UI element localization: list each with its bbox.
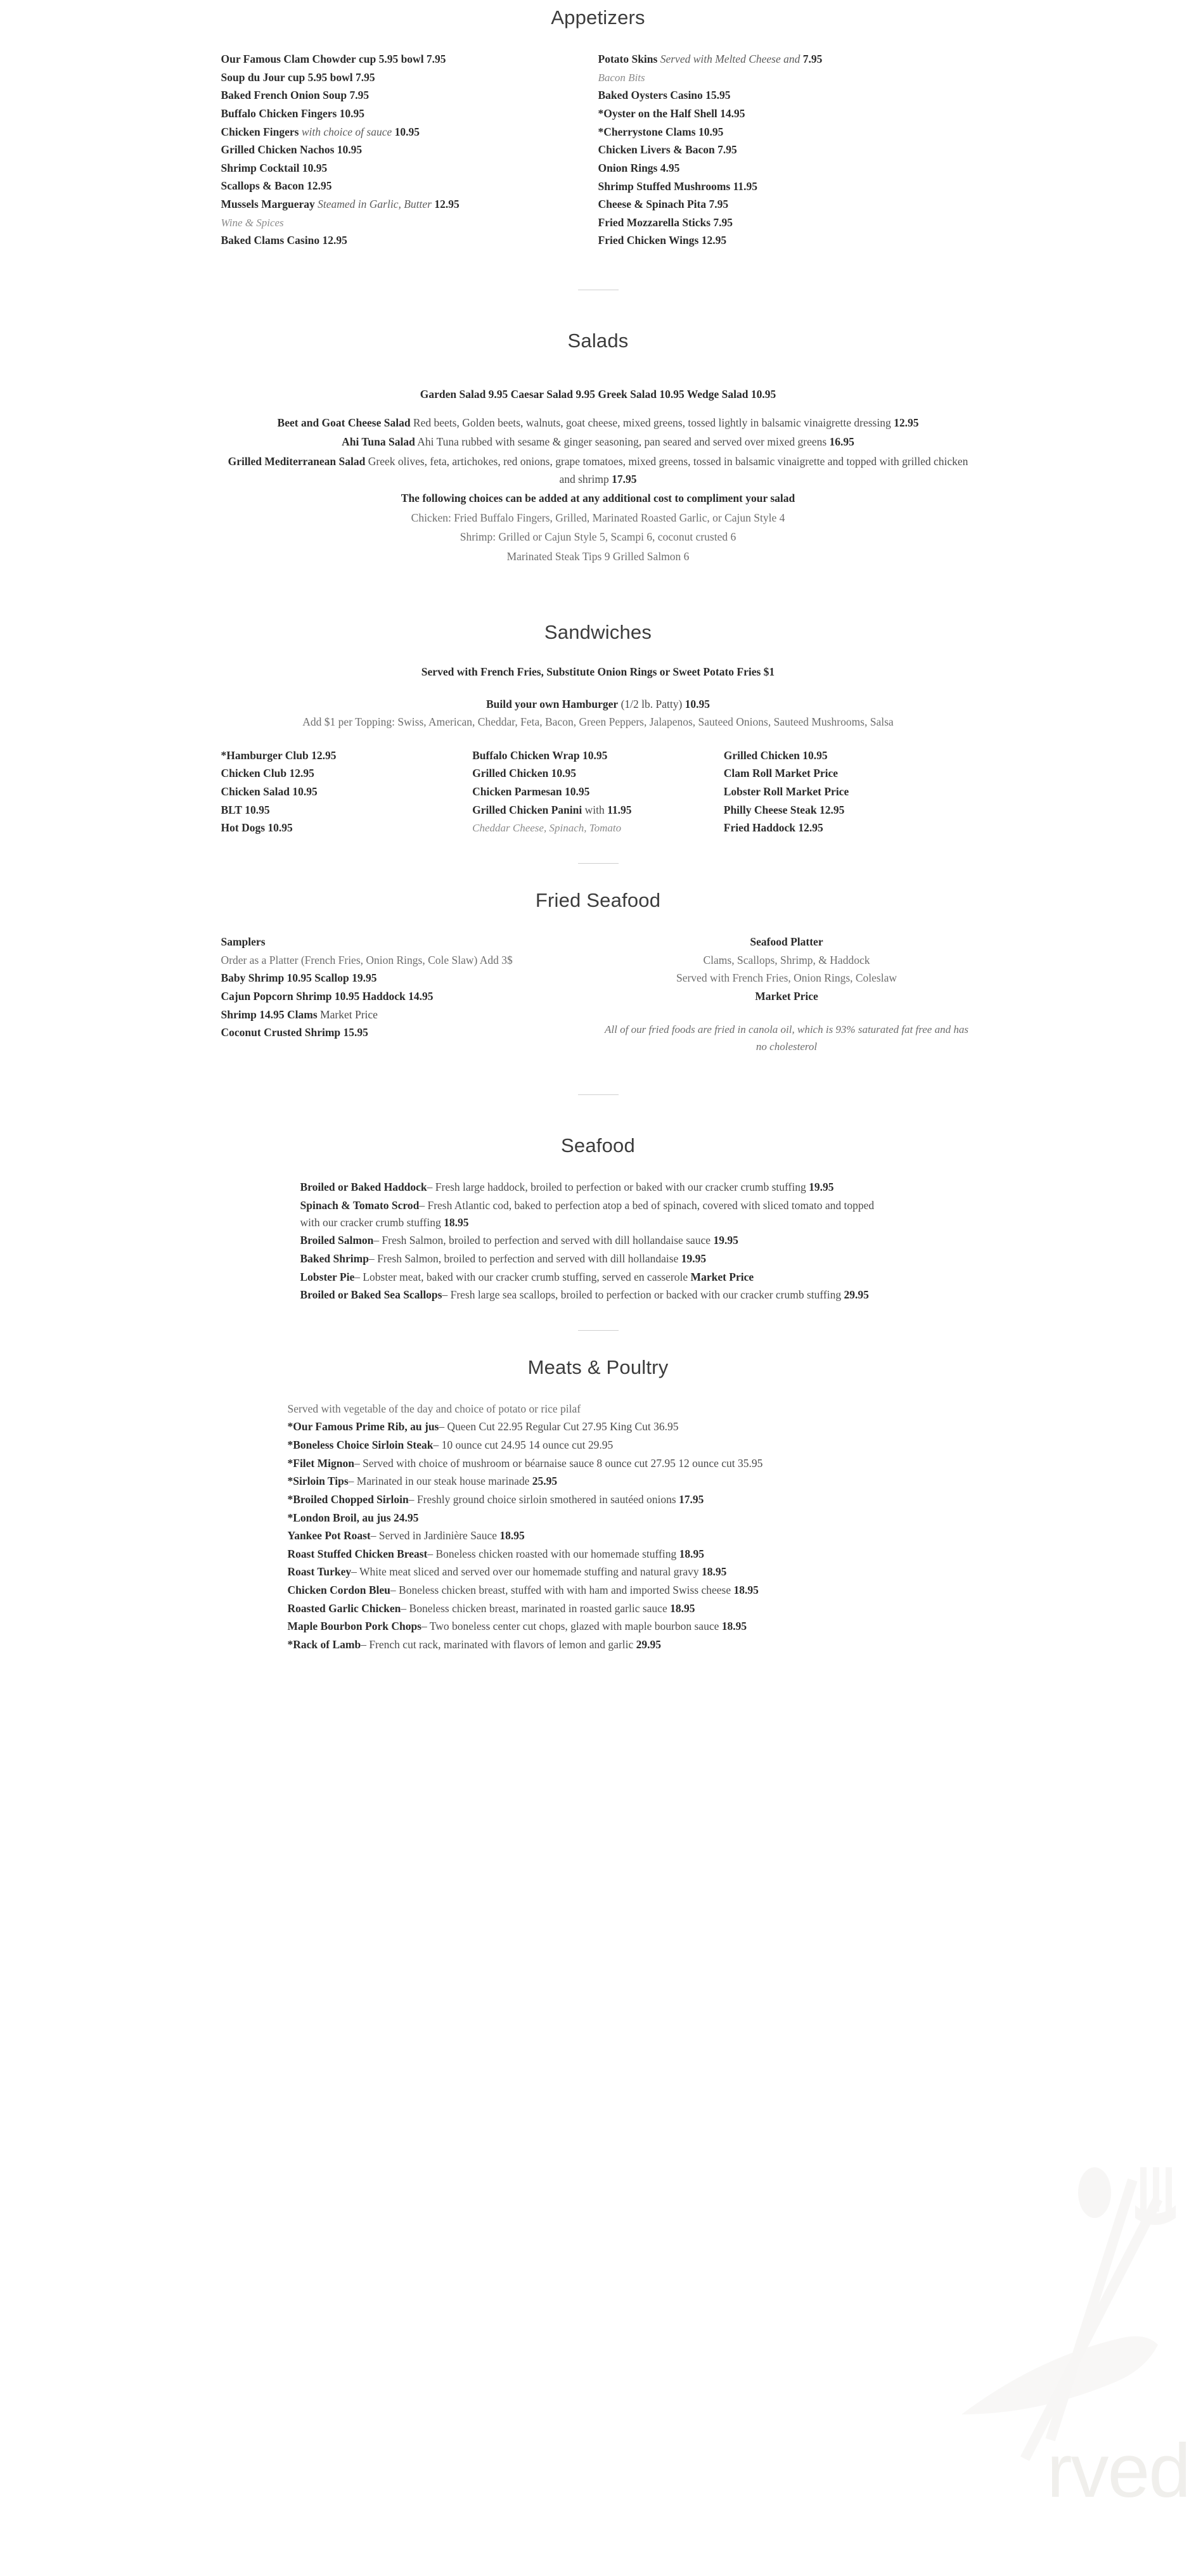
menu-item: Fried Mozzarella Sticks 7.95: [598, 215, 733, 229]
section-meats-poultry: [0, 1356, 1196, 1653]
menu-item: *Our Famous Prime Rib, au jus– Queen Cut 22.95 Regular Cut 27.95 King Cut 36.95: [287, 1420, 679, 1433]
menu-item: Scallops & Bacon 12.95: [221, 179, 332, 193]
menu-item: Fried Chicken Wings 12.95: [598, 234, 727, 247]
seafood-title: Seafood: [561, 1134, 635, 1157]
menu-item: Lobster Pie– Lobster meat, baked with our cracker crumb stuffing, served en casserole Market Price: [300, 1270, 754, 1283]
menu-item: Beet and Goat Cheese Salad Red beets, Golden beets, walnuts, goat cheese, mixed greens, tossed lightly in balsamic vinaigrette dressing 12.95: [277, 416, 919, 430]
menu-item: Baby Shrimp 10.95 Scallop 19.95: [221, 971, 377, 985]
menu-item: *Broiled Chopped Sirloin– Freshly ground choice sirloin smothered in sautéed onions 17.95: [287, 1492, 704, 1506]
sandwiches-title: Sandwiches: [544, 620, 652, 643]
menu-item: Hot Dogs 10.95: [221, 821, 293, 835]
menu-item: Shrimp 14.95 Clams Market Price: [221, 1008, 378, 1021]
menu-item: Fried Haddock 12.95: [723, 821, 823, 835]
menu-item: *Boneless Choice Sirloin Steak– 10 ounce cut 24.95 14 ounce cut 29.95: [287, 1439, 614, 1451]
appetizers-title: Appetizers: [551, 6, 645, 29]
watermark-text: rved: [1046, 2428, 1190, 2513]
platter-line: Served with French Fries, Onion Rings, Coleslaw: [676, 971, 897, 985]
salads-title: Salads: [567, 330, 629, 352]
menu-item: Chicken Fingers with choice of sauce 10.95: [221, 125, 420, 138]
appetizers-column-right: [598, 51, 975, 250]
section-appetizers: [0, 6, 1196, 330]
menu-item: Chicken Cordon Bleu– Boneless chicken breast, stuffed with with ham and imported Swiss cheese 18.95: [287, 1584, 759, 1596]
menu-item: Roast Stuffed Chicken Breast– Boneless chicken roasted with our homemade stuffing 18.95: [287, 1547, 704, 1560]
menu-item: *Sirloin Tips– Marinated in our steak house marinade 25.95: [287, 1475, 558, 1488]
meats-title: Meats & Poultry: [527, 1355, 669, 1378]
build-your-own-hamburger: Build your own Hamburger (1/2 lb. Patty) 10.95 Add $1 per Topping: Swiss, American, Cheddar, Feta, Bacon, Green Peppers, Jalapenos, Sauteed Onions, Sauteed Mushrooms, Salsa: [221, 695, 975, 731]
menu-item: Roast Turkey– White meat sliced and served over our homemade stuffing and natural gravy 18.95: [287, 1565, 727, 1579]
menu-item: Baked Oysters Casino 15.95: [598, 89, 731, 102]
menu-item: Broiled or Baked Haddock– Fresh large haddock, broiled to perfection or baked with our cracker crumb stuffing 19.95: [300, 1180, 834, 1193]
salad-addons-title: The following choices can be added at any additional cost to compliment your salad: [401, 492, 795, 505]
menu-item: Our Famous Clam Chowder cup 5.95 bowl 7.95: [221, 53, 446, 65]
menu-item: Buffalo Chicken Fingers 10.95: [221, 106, 365, 120]
samplers-header: Samplers: [221, 935, 266, 949]
menu-item: Spinach & Tomato Scrod– Fresh Atlantic cod, baked to perfection atop a bed of spinach, covered with sliced tomato and topped with our cracker crumb stuffing 18.95: [300, 1198, 875, 1229]
sandwiches-column-3: [724, 747, 975, 838]
menu-item: Roasted Garlic Chicken– Boneless chicken breast, marinated in roasted garlic sauce 18.95: [287, 1601, 695, 1615]
menu-item: Chicken Club 12.95: [221, 767, 314, 780]
menu-item: *Oyster on the Half Shell 14.95: [598, 107, 745, 120]
menu-item: Yankee Pot Roast– Served in Jardinière Sauce 18.95: [287, 1529, 525, 1542]
menu-item: Broiled Salmon– Fresh Salmon, broiled to perfection and served with dill hollandaise sauce 19.95: [300, 1234, 738, 1247]
menu-item: Coconut Crusted Shrimp 15.95: [221, 1026, 368, 1039]
menu-item: Baked Clams Casino 12.95: [221, 234, 347, 247]
menu-item: Baked Shrimp– Fresh Salmon, broiled to perfection and served with dill hollandaise 19.95: [300, 1252, 707, 1265]
menu-item: Grilled Chicken Panini with 11.95: [472, 803, 632, 816]
sandwiches-column-2: [472, 747, 724, 838]
fried-oil-note: All of our fried foods are fried in canola oil, which is 93% saturated fat free and has no cholesterol: [605, 1023, 968, 1053]
fried-seafood-platter: [598, 933, 975, 1055]
menu-item: Maple Bourbon Pork Chops– Two boneless center cut chops, glazed with maple bourbon sauce 18.95: [287, 1620, 747, 1633]
hamburger-toppings: Add $1 per Topping: Swiss, American, Cheddar, Feta, Bacon, Green Peppers, Jalapenos, Sauteed Onions, Sauteed Mushrooms, Salsa: [302, 715, 894, 728]
platter-header: Seafood Platter: [750, 935, 823, 949]
menu-item: *Filet Mignon– Served with choice of mushroom or béarnaise sauce 8 ounce cut 27.95 12 ounce cut 35.95: [287, 1456, 763, 1470]
menu-item: Soup du Jour cup 5.95 bowl 7.95: [221, 70, 375, 84]
menu-item: Grilled Chicken 10.95: [472, 767, 576, 780]
platter-line: Clams, Scallops, Shrimp, & Haddock: [703, 953, 870, 966]
menu-item: Onion Rings 4.95: [598, 161, 680, 174]
section-seafood: [0, 1134, 1196, 1356]
menu-item-continuation: Cheddar Cheese, Spinach, Tomato: [472, 822, 622, 835]
menu-item: Shrimp Stuffed Mushrooms 11.95: [598, 179, 758, 193]
menu-item: Grilled Mediterranean Salad Greek olives, feta, artichokes, red onions, grape tomatoes, mixed greens, tossed in balsamic vinaigrette and topped with grilled chicken and shrimp 17.95: [228, 454, 968, 486]
menu-item: Broiled or Baked Sea Scallops– Fresh large sea scallops, broiled to perfection or backed with our cracker crumb stuffing 29.95: [300, 1288, 869, 1302]
menu-item: Chicken Salad 10.95: [221, 785, 318, 798]
appetizers-column-left: [221, 51, 598, 250]
menu-item-continuation: Wine & Spices: [221, 216, 284, 229]
menu-item: Lobster Roll Market Price: [723, 785, 849, 798]
menu-item: *Hamburger Club 12.95: [221, 748, 337, 762]
menu-item: Chicken Parmesan 10.95: [472, 785, 590, 798]
meats-served-with: Served with vegetable of the day and choice of potato or rice pilaf: [287, 1402, 581, 1415]
menu-item: Shrimp Cocktail 10.95: [221, 161, 328, 174]
menu-item: Ahi Tuna Salad Ahi Tuna rubbed with sesame & ginger seasoning, pan seared and served over mixed greens 16.95: [342, 435, 854, 449]
menu-item: Philly Cheese Steak 12.95: [723, 803, 845, 816]
platter-price: Market Price: [755, 990, 818, 1003]
menu-item: Clam Roll Market Price: [723, 767, 839, 780]
salads-headline: Garden Salad 9.95 Caesar Salad 9.95 Greek Salad 10.95 Wedge Salad 10.95: [420, 388, 776, 401]
menu-item: Potato Skins Served with Melted Cheese and 7.95: [598, 53, 823, 65]
samplers-subtitle: Order as a Platter (French Fries, Onion Rings, Cole Slaw) Add 3$: [221, 953, 513, 966]
salad-addon-line: Chicken: Fried Buffalo Fingers, Grilled, Marinated Roasted Garlic, or Cajun Style 4: [411, 511, 785, 524]
salad-addon-line: Marinated Steak Tips 9 Grilled Salmon 6: [506, 549, 690, 563]
sandwiches-column-1: [221, 747, 473, 838]
menu-item: Baked French Onion Soup 7.95: [221, 89, 370, 102]
menu-item-continuation: Bacon Bits: [598, 71, 645, 84]
menu-item: BLT 10.95: [221, 803, 270, 816]
menu-item: Cajun Popcorn Shrimp 10.95 Haddock 14.95: [221, 990, 434, 1003]
section-fried-seafood: [0, 889, 1196, 1134]
sandwiches-served-with: Served with French Fries, Substitute Onion Rings or Sweet Potato Fries $1: [421, 665, 775, 678]
fried-seafood-title: Fried Seafood: [535, 889, 661, 912]
menu-item: Grilled Chicken Nachos 10.95: [221, 143, 363, 157]
menu-item: Chicken Livers & Bacon 7.95: [598, 143, 737, 157]
section-salads: [0, 330, 1196, 621]
section-sandwiches: [0, 621, 1196, 889]
cutlery-watermark: [752, 2142, 1196, 2471]
fried-seafood-samplers: [221, 933, 598, 1055]
menu-item: Mussels Margueray Steamed in Garlic, Butter 12.95: [221, 198, 460, 210]
salad-addon-line: Shrimp: Grilled or Cajun Style 5, Scampi 6, coconut crusted 6: [460, 530, 736, 544]
menu-item: Grilled Chicken 10.95: [723, 748, 828, 762]
menu-item: *London Broil, au jus 24.95: [287, 1511, 419, 1524]
menu-item: *Cherrystone Clams 10.95: [598, 125, 724, 138]
menu-item: Buffalo Chicken Wrap 10.95: [472, 748, 608, 762]
menu-item: *Rack of Lamb– French cut rack, marinated with flavors of lemon and garlic 29.95: [287, 1637, 662, 1651]
menu-item: Cheese & Spinach Pita 7.95: [598, 198, 729, 211]
